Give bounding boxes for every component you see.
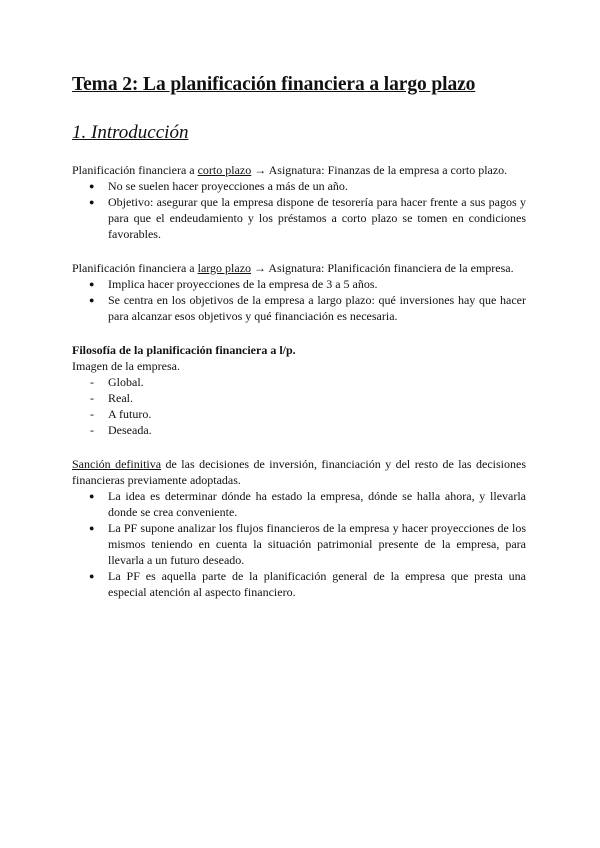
sancion-lead [72,456,526,488]
filosofia-intro: Imagen de la empresa. [72,359,180,373]
list-item: ● Implica hacer proyecciones de la empresa de 3 a 5 años. [72,276,526,292]
corto-plazo-lead-post: → Asignatura: Finanzas de la empresa a corto plazo. [251,163,508,177]
sancion-lead-post: de las decisiones de inversión, financiación y del resto de las decisiones financieras previamente adoptadas. [72,457,526,487]
corto-plazo-bullets [72,178,526,242]
filosofia-heading: Filosofía de la planificación financiera a l/p. [72,343,296,357]
corto-plazo-lead [72,162,526,178]
sancion-bullets [72,488,526,600]
list-item: - A futuro. [72,406,526,422]
document-title: Tema 2: La planificación financiera a largo plazo [72,74,476,95]
largo-plazo-bullets [72,276,526,324]
sancion-term: Sanción definitiva [72,457,162,471]
list-item: - Global. [72,374,526,390]
list-item: ● La idea es determinar dónde ha estado la empresa, dónde se halla ahora, y llevarla donde se crea conveniente. [72,488,526,520]
list-item: ● La PF supone analizar los flujos financieros de la empresa y hacer proyecciones de los mismos teniendo en cuenta la situación patrimonial presente de la empresa, para llevarla a un futuro deseado. [72,520,526,568]
list-item: ● Objetivo: asegurar que la empresa dispone de tesorería para hacer frente a sus pagos y para que el endeudamiento y los préstamos a corto plazo se tomen en condiciones favorables. [72,194,526,242]
list-item: ● No se suelen hacer proyecciones a más de un año. [72,178,526,194]
list-item: - Real. [72,390,526,406]
filosofia-list [72,374,526,438]
largo-plazo-term: largo plazo [197,261,252,275]
section-heading-introduccion: 1. Introducción [72,122,189,143]
largo-plazo-lead-pre: Planificación financiera a [72,261,198,275]
corto-plazo-lead-pre: Planificación financiera a [72,163,198,177]
list-item: - Deseada. [72,422,526,438]
list-item: ● La PF es aquella parte de la planificación general de la empresa que presta una especial atención al aspecto financiero. [72,568,526,600]
corto-plazo-term: corto plazo [197,163,252,177]
list-item: ● Se centra en los objetivos de la empresa a largo plazo: qué inversiones hay que hacer para alcanzar esos objetivos y qué financiación es necesaria. [72,292,526,324]
largo-plazo-lead-post: → Asignatura: Planificación financiera de la empresa. [251,261,514,275]
largo-plazo-lead [72,260,526,276]
